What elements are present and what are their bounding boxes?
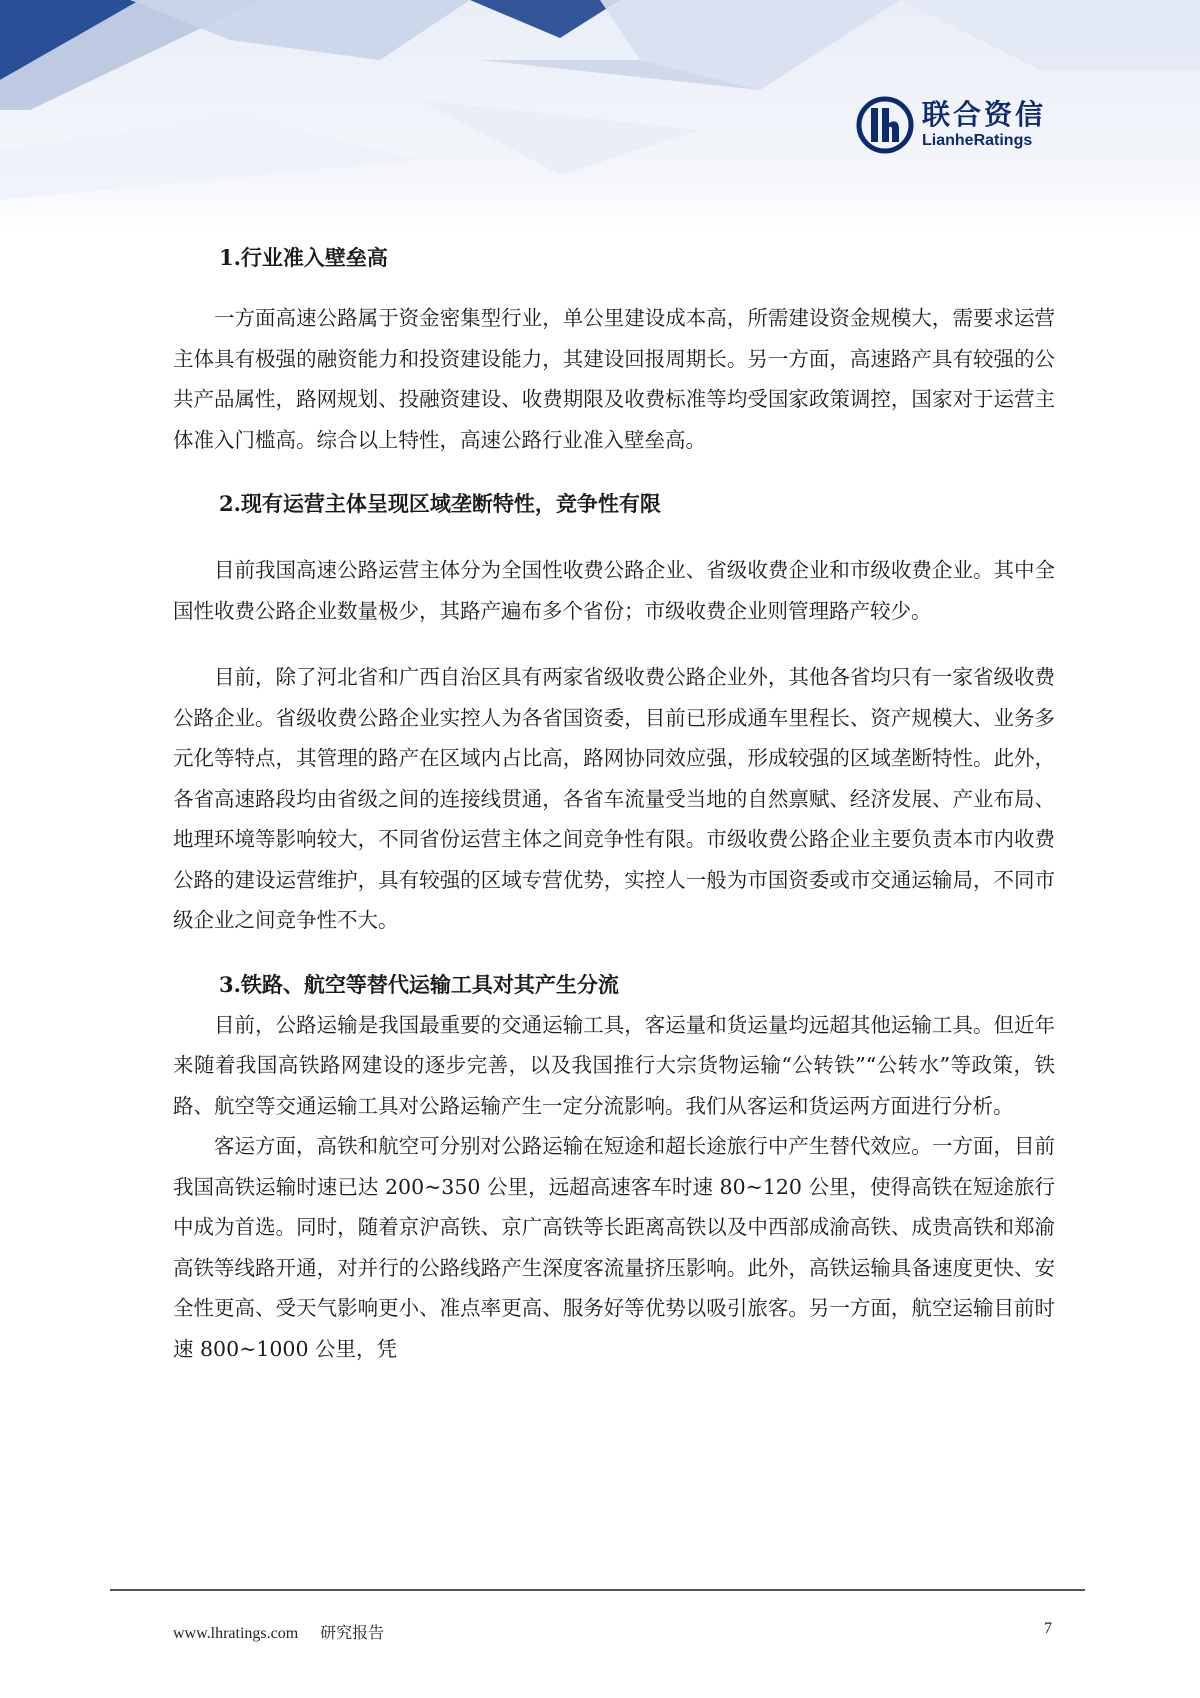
footer-website-link[interactable]: www.lhratings.com [173,1625,299,1642]
lianhe-logo [856,90,1046,160]
logo-english-name: LianheRatings [922,132,1033,149]
paragraph: 目前，除了河北省和广西自治区具有两家省级收费公路企业外，其他各省均只有一家省级收费公路企业。省级收费公路企业实控人为各省国资委，目前已形成通车里程长、资产规模大、业务多元化等特点，其管理的路产在区域内占比高，路网协同效应强，形成较强的区域垄断特性。此外，各省高速路段均由省级之间的连接线贯通，各省车流量受当地的自然禀赋、经济发展、产业布局、地理环境等影响较大，不同省份运营主体之间竞争性有限。市级收费公路企业主要负责本市内收费公路的建设运营维护，具有较强的区域专营优势，实控人一般为市国资委或市交通运输局，不同市级企业之间竞争性不大。 [173,665,1055,932]
section-heading: 3.铁路、航空等替代运输工具对其产生分流 [219,971,619,997]
section-heading: 1.行业准入壁垒高 [219,245,388,270]
paragraph: 客运方面，高铁和航空可分别对公路运输在短途和超长途旅行中产生替代效应。一方面，目前我国高铁运输时速已达 200~350 公里，远超高速客车时速 80~120 公里，使得高铁在短途旅行中成为首选。同时，随着京沪高铁、京广高铁等长距离高铁以及中西部成渝高铁、成贵高铁和郑渝高铁等线路开通，对并行的公路线路产生深度客流量挤压影响。此外，高铁运输具备速度更快、安全性更高、受天气影响更小、准点率更高、服务好等优势以吸引旅客。另一方面，航空运输目前时速 800~1000 公里，凭 [173,1134,1055,1361]
paragraph: 目前，公路运输是我国最重要的交通运输工具，客运量和货运量均远超其他运输工具。但近年来随着我国高铁路网建设的逐步完善，以及我国推行大宗货物运输“公转铁”“公转水”等政策，铁路、航空等交通运输工具对公路运输产生一定分流影响。我们从客运和货运两方面进行分析。 [173,1012,1055,1118]
paragraph: 一方面高速公路属于资金密集型行业，单公里建设成本高，所需建设资金规模大，需要求运营主体具有极强的融资能力和投资建设能力，其建设回报周期长。另一方面，高速路产具有较强的公共产品属性，路网规划、投融资建设、收费期限及收费标准等均受国家政策调控，国家对于运营主体准入门槛高。综合以上特性，高速公路行业准入壁垒高。 [173,306,1055,452]
lianhe-logo-icon [856,96,914,154]
footer-info [173,1620,402,1643]
page-number: 7 [1044,1620,1052,1637]
document-body [173,230,1055,1369]
logo-chinese-name: 联合资信 [922,98,1047,131]
paragraph: 目前我国高速公路运营主体分为全国性收费公路企业、省级收费企业和市级收费企业。其中全国性收费公路企业数量极少，其路产遍布多个省份；市级收费企业则管理路产较少。 [173,558,1055,623]
section-heading: 2.现有运营主体呈现区域垄断特性，竞争性有限 [219,491,661,516]
footer-doc-type: 研究报告 [320,1625,385,1642]
footer-divider [110,1589,1085,1591]
